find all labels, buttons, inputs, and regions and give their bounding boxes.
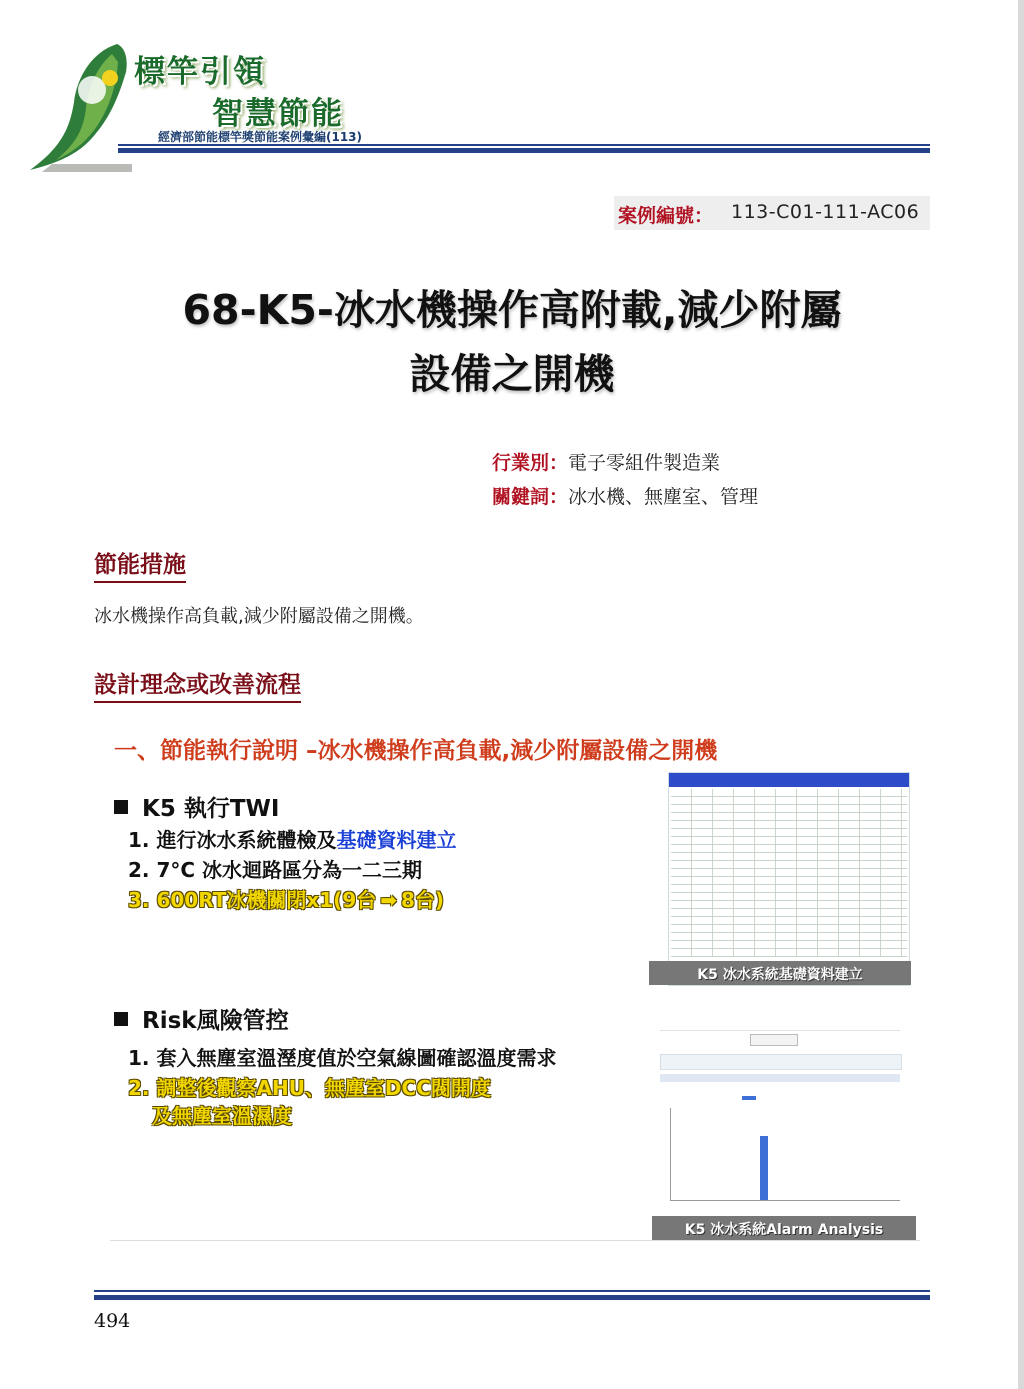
bullet-heading-risk (114, 1002, 289, 1035)
square-bullet-icon (114, 800, 128, 814)
twi-item-1 (128, 824, 456, 853)
industry-value: 電子零組件製造業 (568, 452, 721, 474)
keywords-label: 關鍵詞： (492, 486, 569, 508)
section-heading-measures: 節能措施 (94, 546, 186, 583)
slide-figure (94, 720, 930, 1246)
header-divider-thin (118, 144, 930, 146)
bullet-heading-twi-text: K5 執行TWI (142, 796, 280, 822)
case-number-label: 案例編號： (618, 205, 714, 227)
table-caption-bar (649, 961, 911, 985)
case-number-box (614, 196, 930, 230)
keywords-value: 冰水機、無塵室、管理 (568, 486, 759, 508)
header-subtitle: 經濟部節能標竿獎節能案例彙編(113) (158, 130, 363, 144)
bullet-heading-risk-text: Risk風險管控 (142, 1008, 289, 1034)
alarm-date-strip (660, 1074, 900, 1082)
page-title (60, 278, 964, 406)
alarm-caption-bar (652, 1216, 916, 1240)
right-arrow-icon: ➡ (380, 888, 398, 912)
twi-item-1-highlight: 基礎資料建立 (336, 828, 457, 852)
alarm-x-axis (670, 1200, 900, 1201)
page-edge (1018, 0, 1024, 1389)
twi-item-3-text: 3. 600RT冰機關閉x1(9台 (128, 888, 377, 912)
title-line-1: 68-K5-冰水機操作高附載,減少附屬 (182, 286, 842, 334)
industry-label: 行業別： (492, 452, 569, 474)
header-divider-thick (118, 148, 930, 153)
case-meta (492, 446, 758, 514)
title-line-2: 設備之開機 (409, 350, 615, 398)
slide-bottom-rule (110, 1240, 920, 1241)
alarm-summary-strip (660, 1054, 902, 1070)
alarm-bar (760, 1136, 768, 1200)
alarm-legend-swatch (742, 1096, 756, 1100)
logo-line-1: 標竿引領 (134, 54, 266, 90)
twi-item-1-text: 1. 進行冰水系統體檢及 (128, 828, 337, 852)
alarm-analysis-image (660, 1018, 916, 1240)
header-logo (22, 32, 382, 182)
twi-item-2: 2. 7°C 冰水迴路區分為一二三期 (128, 858, 423, 882)
table-caption: K5 冰水系統基礎資料建立 (697, 967, 863, 983)
twi-item-3-result: 8台) (401, 888, 445, 912)
bullet-heading-twi (114, 790, 279, 823)
section-heading-design: 設計理念或改善流程 (94, 666, 301, 703)
alarm-caption: K5 冰水系統Alarm Analysis (684, 1222, 884, 1238)
table-image-grid (671, 789, 907, 957)
keywords-row (492, 480, 758, 514)
logo-line-2: 智慧節能 (212, 96, 344, 132)
footer-divider-thick (94, 1295, 930, 1300)
table-image-header (669, 773, 909, 787)
page-number: 494 (94, 1310, 131, 1332)
twi-item-3 (128, 884, 444, 913)
section-body-measures: 冰水機操作高負載,減少附屬設備之開機。 (94, 606, 424, 627)
case-number-value: 113-C01-111-AC06 (731, 201, 920, 223)
slide-title: 一、節能執行說明 –冰水機操作高負載,減少附屬設備之開機 (114, 738, 718, 764)
alarm-y-axis (670, 1108, 671, 1200)
footer-divider-thin (94, 1290, 930, 1292)
square-bullet-icon (114, 1012, 128, 1026)
risk-item-2-line-2: 及無塵室溫濕度 (152, 1104, 292, 1128)
alarm-filter-bar (660, 1018, 900, 1031)
industry-row (492, 446, 758, 480)
alarm-query-button-image (750, 1034, 798, 1046)
chiller-data-table-image (668, 772, 910, 986)
risk-item-2-line-1: 2. 調整後觀察AHU、無塵室DCC閥開度 (128, 1076, 491, 1100)
risk-item-1: 1. 套入無塵室溫溼度值於空氣線圖確認溫度需求 (128, 1046, 557, 1070)
